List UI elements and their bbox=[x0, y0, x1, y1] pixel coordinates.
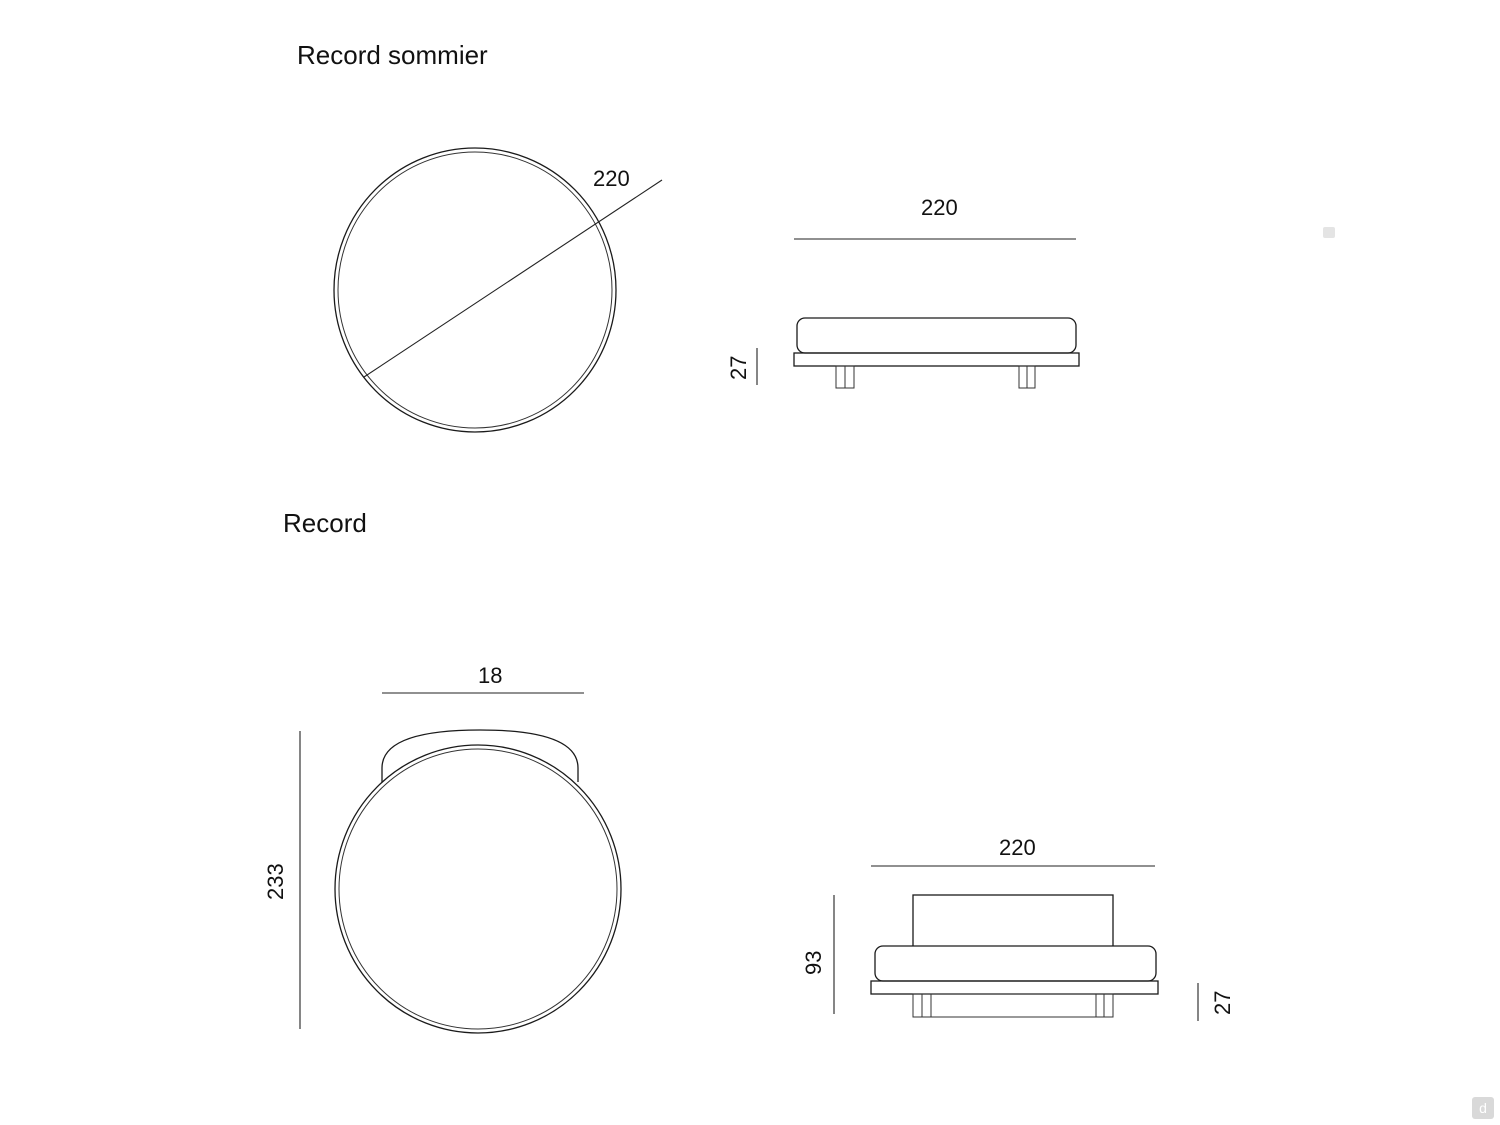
watermark-logo-icon: d bbox=[1472, 1097, 1494, 1119]
record-length-label: 233 bbox=[263, 863, 288, 900]
sommier-side-view bbox=[726, 195, 1079, 388]
sommier-outer-circle bbox=[334, 148, 616, 432]
diameter-dimension-line bbox=[364, 180, 662, 377]
record-plinth bbox=[913, 994, 1113, 1017]
sommier-top-view bbox=[334, 148, 662, 432]
record-mattress bbox=[875, 946, 1156, 981]
headboard-label: 18 bbox=[478, 663, 503, 688]
record-headboard bbox=[913, 895, 1113, 947]
sommier-mattress bbox=[797, 318, 1076, 353]
sommier-diameter-label: 220 bbox=[593, 166, 630, 191]
sommier-width-label: 220 bbox=[921, 195, 958, 220]
section-record bbox=[263, 508, 1235, 1033]
small-square-mark bbox=[1323, 227, 1335, 238]
record-top-view bbox=[263, 663, 621, 1033]
record-outer-circle bbox=[335, 745, 621, 1033]
section-record-sommier bbox=[297, 40, 1335, 432]
section-title-record-sommier: Record sommier bbox=[297, 40, 488, 70]
record-side-view bbox=[801, 835, 1235, 1021]
record-base-frame bbox=[871, 981, 1158, 994]
section-title-record: Record bbox=[283, 508, 367, 538]
record-base-height-label: 27 bbox=[1210, 990, 1235, 1015]
record-width-label: 220 bbox=[999, 835, 1036, 860]
sommier-base-frame bbox=[794, 353, 1079, 366]
record-total-height-label: 93 bbox=[801, 950, 826, 975]
sommier-inner-circle bbox=[338, 152, 612, 428]
sommier-height-label: 27 bbox=[726, 355, 751, 380]
